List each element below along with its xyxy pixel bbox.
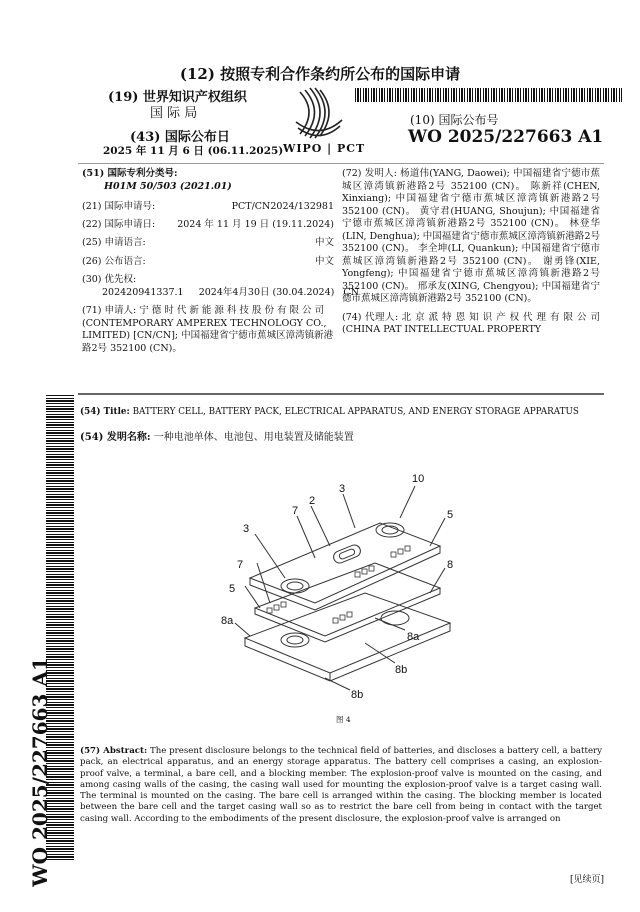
field-26 — [82, 256, 334, 269]
terminal-right — [376, 523, 404, 537]
label-5-left: 5 — [229, 583, 236, 595]
field-22-value: 2024 年 11 月 19 日 (19.11.2024) — [177, 218, 334, 230]
top-barcode — [355, 88, 622, 102]
field-25-label: (25) 申请语言: — [82, 237, 146, 248]
explosion-valve — [332, 543, 362, 565]
battery-drawing — [215, 468, 475, 708]
title-zh-label: (54) 发明名称: — [80, 432, 151, 443]
pub-number-label: (10) 国际公布号 — [410, 113, 499, 127]
header-divider — [78, 163, 604, 164]
top-cover — [250, 523, 440, 603]
field-72 — [342, 168, 600, 306]
title-en — [80, 407, 605, 417]
field-71-label: (71) 申请人: — [82, 305, 137, 316]
figure-4 — [215, 468, 475, 708]
label-8: 8 — [447, 559, 454, 571]
org-name: (19) 世界知识产权组织 — [108, 90, 247, 105]
label-3-left: 3 — [243, 523, 250, 535]
title-divider — [78, 393, 604, 395]
field-74-label: (74) 代理人: — [342, 311, 399, 323]
field-71 — [82, 305, 334, 355]
label-8a-left: 8a — [221, 615, 234, 627]
figure-caption: 图 4 — [336, 715, 351, 724]
label-5-right: 5 — [447, 509, 454, 521]
field-30-label: (30) 优先权: — [82, 274, 137, 285]
label-8a-right: 8a — [407, 631, 420, 643]
field-51-value: H01M 50/503 (2021.01) — [104, 180, 232, 192]
document-title: (12) 按照专利合作条约所公布的国际申请 — [179, 65, 461, 83]
biblio-right — [342, 168, 600, 337]
field-72-label: (72) 发明人: — [342, 168, 397, 179]
field-51 — [82, 168, 334, 181]
field-26-label: (26) 公布语言: — [82, 255, 146, 267]
field-22-label: (22) 国际申请日: — [82, 218, 156, 230]
biblio-left — [82, 168, 359, 355]
field-21-value: PCT/CN2024/132981 — [231, 201, 334, 212]
field-25 — [82, 237, 334, 250]
label-2: 2 — [309, 495, 316, 507]
pub-date-label: (43) 国际公布日 — [130, 130, 230, 145]
label-3-top: 3 — [339, 483, 346, 495]
title-en-value: BATTERY CELL, BATTERY PACK, ELECTRICAL APPARATUS, AND ENERGY STORAGE APPARATUS — [132, 407, 579, 417]
label-7-top: 7 — [292, 505, 299, 517]
title-zh — [80, 428, 605, 443]
abstract — [80, 746, 602, 825]
pub-number: WO 2025/227663 A1 — [408, 127, 604, 147]
field-21 — [82, 201, 334, 214]
field-74-value: 北 京 派 特 恩 知 识 产 权 代 理 有 限 公 司 (CHINA PAT INTELLECTUAL PROPERTY — [342, 311, 600, 335]
continued-note: [见续页] — [569, 875, 604, 885]
field-74 — [342, 312, 600, 337]
label-10: 10 — [412, 473, 425, 485]
tray-opening-left — [281, 633, 309, 647]
title-zh-value: 一种电池单体、电池包、用电装置及储能装置 — [153, 432, 354, 443]
field-30-value: 202420941337.1 2024年4月30日 (30.04.2024) CN — [102, 286, 359, 298]
field-72-value: 杨道伟(YANG, Daowei); 中国福建省宁德市蕉城区漳湾镇新港路2号 352100 (CN)。 陈新祥(CHEN, Xinxiang); 中国福建省宁德市蕉城区漳湾镇新港路2号 352100 (CN)。 黄守君(HUANG, Shoujun); 中国福建省宁德市蕉城区漳湾镇新港路2号 352100 (CN)。 林登华(LIN, Denghua); 中国福建省宁德市蕉城区漳湾镇新港路2号 352100 (CN)。 李全坤(LI, Quankun); 中国福建省宁德市蕉城区漳湾镇新港路2号 352100 (CN)。 谢勇锋(XIE, Yongfeng); 中国福建省宁德市蕉城区漳湾镇新港路2号 352100 (CN)。 邢承友(XING, Chengyou); 中国福建省宁德市蕉城区漳湾镇新港路2号 352100 (CN)。 — [342, 168, 600, 304]
field-51-label: (51) 国际专利分类号: — [82, 168, 178, 179]
org-bureau: 国 际 局 — [150, 106, 198, 121]
abstract-text: The present disclosure belongs to the technical field of batteries, and discloses a battery cell, a battery pack, an electrical apparatus, and an energy storage apparatus. The battery cell comprises a casing, an explosion-proof valve, a terminal, a bare cell, and a blocking member. The explosion-proof valve is mounted on the casing, and among casing walls of the casing, the casing wall used for mounting the explosion-proof valve is a target casing wall. The terminal is mounted on the casing. The bare cell is arranged within the casing. The blocking member is located between the bare cell and the target casing wall so as to restrict the bare cell from being in contact with the target casing wall. According to the embodiments of the present disclosure, the explosion-proof valve is arranged on — [80, 746, 602, 824]
field-22 — [82, 219, 334, 232]
side-pub-number: WO 2025/227663 A1 — [28, 657, 52, 887]
field-71-value: 宁 德 时 代 新 能 源 科 技 股 份 有 限 公 司 (CONTEMPORARY AMPEREX TECHNOLOGY CO., LIMITED) [CN/CN]; 中国福建省宁德市蕉城区漳湾镇新港路2号 352100 (CN)。 — [82, 305, 334, 354]
field-21-label: (21) 国际申请号: — [82, 201, 156, 212]
title-en-label: (54) Title: — [80, 407, 130, 417]
field-26-value: 中文 — [314, 255, 334, 267]
label-8b-bottom: 8b — [351, 689, 364, 701]
pub-date: 2025 年 11 月 6 日 (06.11.2025) — [103, 145, 284, 157]
label-7-left: 7 — [237, 559, 244, 571]
terminal-left — [281, 579, 309, 593]
field-25-value: 中文 — [314, 237, 334, 248]
label-8b-right: 8b — [395, 664, 408, 676]
abstract-label: (57) Abstract: — [80, 746, 148, 756]
wipo-pct-text: WIPO | PCT — [283, 142, 366, 155]
